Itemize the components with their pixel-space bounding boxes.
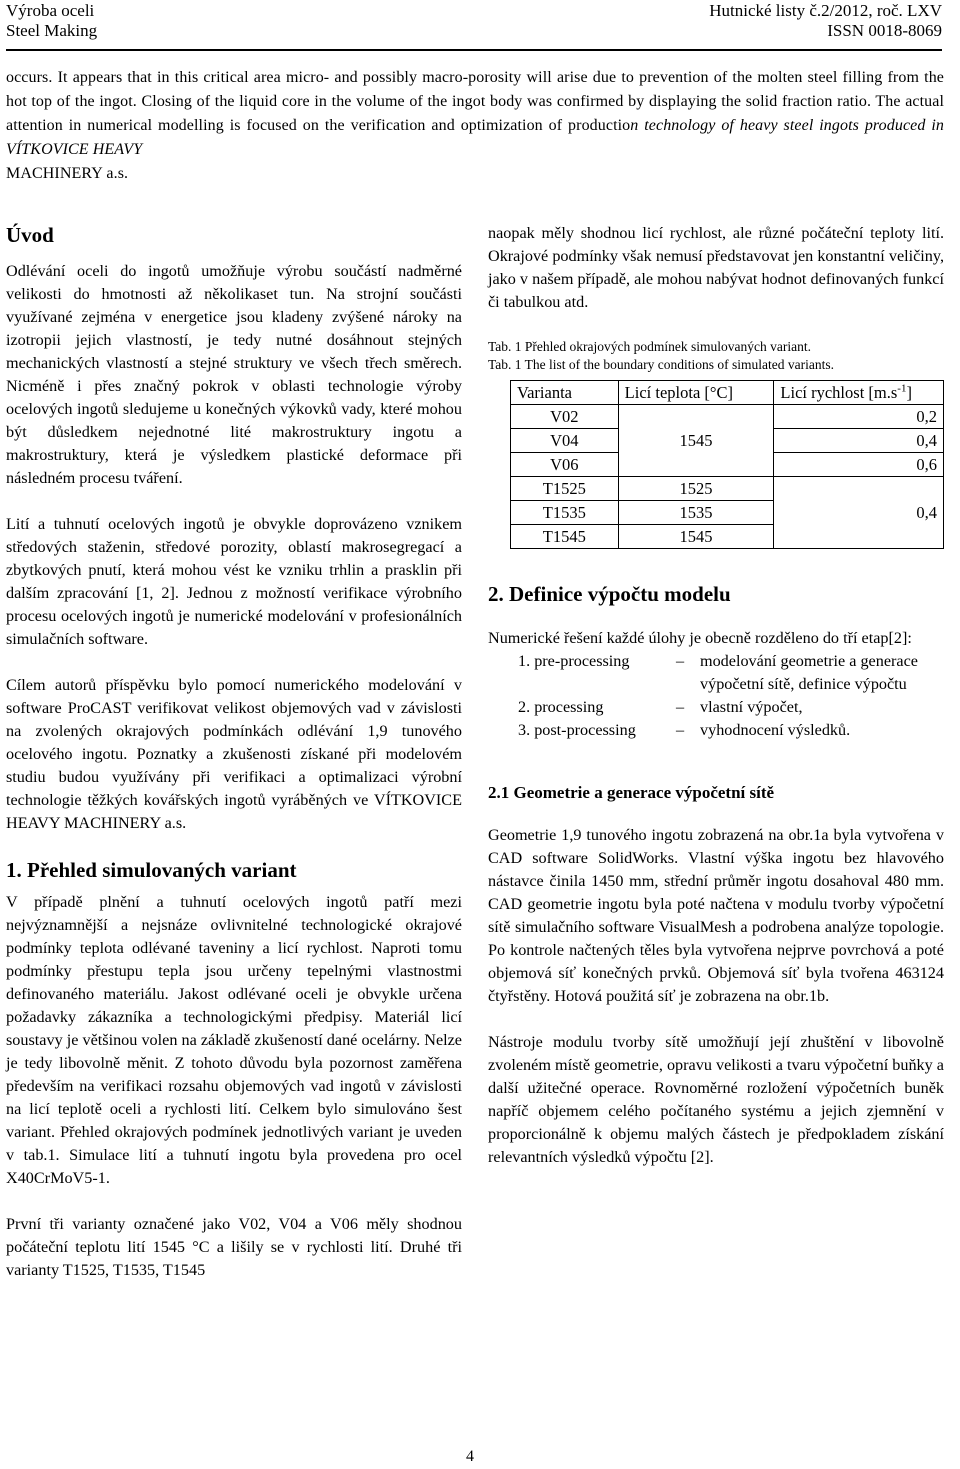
table-row <box>511 405 944 429</box>
variant-cell: T1535 <box>511 501 619 525</box>
temperature-cell: 1545 <box>618 405 774 477</box>
header-variant: Varianta <box>511 381 619 405</box>
step-name: 3. post-processing <box>518 721 636 739</box>
section21-paragraph-2: Nástroje modulu tvorby sítě umožňují její zhuštění v libovolně zvoleném místě geometrie, opravu velikosti a tvaru výpočetní buňky a další užitečné operace. Rovnoměrné rozložení výpočetních buněk napříč objemem celého počítaného systému a jejich zjemnění v proporcionálně k objemu malých částech je předpokladem získání relevantních výsledků výpočtu [2]. <box>488 1033 944 1166</box>
section1-paragraph-1: V případě plnění a tuhnutí ocelových ingotů patří mezi nejvýznamnější a nejsnáze ovlivnitelné technologické okrajové podmínky teplota odlévané taveniny a licí rychlost. Naproti tomu podmínky přestupu tepla jsou určeny tepelnými vlastnostmi definovaného materiálu. Jakost odlévané oceli je obvykle určena požadavky zákazníka a technologickými předpisy. Materiál licí soustavy je většinou volen na základě zkušeností dané ocelárny. Nelze je tedy libovolně měnit. Z tohoto důvodu byla pozornost zaměřena především na verifikaci rozsahu objemových vad ingotů v závislosti na licí teplotě oceli a rychlosti lití. Celkem bylo simulováno šest variant. Přehled okrajových podmínek jednotlivých variant je uveden v tab.1. Simulace lití a tuhnutí ingotu byla provedena pro ocel X40CrMoV5-1. <box>6 893 462 1187</box>
intro-paragraph-1: Odlévání oceli do ingotů umožňuje výrobu součástí nadměrné velikosti do hmotnosti až několikaset tun. Na strojní součásti využívané zejména v energetice jsou kladeny zvýšené nároky na izotropii jejich vlastností, je tedy nutné dosáhnout stejných mechanických vlastností a stejné struktury ve všech třech směrech. Nicméně i přes značný pokrok v oblasti technologie výroby ocelových ingotů sledujeme u konečných výkovků vady, které mohou být důsledkem nejednotné lité makrostruktury ingotu a makrostruktury, která je výsledkem plastické deformace při následném procesu tváření. <box>6 262 462 487</box>
step-name: 1. pre-processing <box>518 652 630 670</box>
temperature-cell: 1535 <box>618 501 774 525</box>
page-header <box>6 0 942 46</box>
intro-paragraph-2: Lití a tuhnutí ocelových ingotů je obvykle doprovázeno vznikem středových staženin, středové porozity, oblastí makrosegregací a zbytkových pnutí, která mohou vést ke vzniku trhlin a prasklin při dalším zpracování [1, 2]. Jednou z možností verifikace výrobního procesu ocelových ingotů je numerické modelování v profesionálních simulačních software. <box>6 515 462 648</box>
journal-issn: ISSN 0018-8069 <box>827 21 942 40</box>
journal-info <box>709 1 942 41</box>
step-description: modelování geometrie a generace výpočetní sítě, definice výpočtu <box>700 652 918 693</box>
section1-paragraph-2-continued: naopak měly shodnou licí rychlost, ale různé počáteční teploty lití. Okrajové podmínky však nemusí představovat jen konstantní veličiny, jako v našem případě, ale mohou nabývat hodnot definovaných funkcí či tabulkou atd. <box>488 224 944 311</box>
variant-cell: T1525 <box>511 477 619 501</box>
section2-intro: Numerické řešení každé úlohy je obecně rozděleno do tří etap[2]: <box>488 629 912 647</box>
variants-table <box>510 380 944 549</box>
speed-cell: 0,6 <box>774 453 944 477</box>
page-number: 4 <box>466 1448 474 1465</box>
step-description: vlastní výpočet, <box>700 698 803 716</box>
header-divider <box>6 49 942 51</box>
variant-cell: V02 <box>511 405 619 429</box>
section21-heading: 2.1 Geometrie a generace výpočetní sítě <box>488 783 775 802</box>
section21-paragraph-1: Geometrie 1,9 tunového ingotu zobrazená na obr.1a byla vytvořena v CAD software SolidWorks. Vlastní výška ingotu bez hlavového nástavce činila 1450 mm, střední průměr ingotu dosahoval 480 mm. CAD geometrie ingotu byla poté načtena v modulu tvorby výpočetní sítě simulačního software VisualMesh a podrobena analýze topologie. Po kontrole načtených těles byla vytvořena nejprve povrchová a poté objemová síť konečných prvků. Objemová síť byla tvořena 463124 čtyřstěny. Hotová použitá síť je zobrazena na obr.1b. <box>488 826 944 1005</box>
table-caption-cz: Tab. 1 Přehled okrajových podmínek simulovaných variant. <box>488 339 811 354</box>
speed-cell: 0,4 <box>774 429 944 453</box>
step-dash: – <box>676 698 685 716</box>
section2-heading: 2. Definice výpočtu modelu <box>488 582 731 606</box>
variant-cell: V04 <box>511 429 619 453</box>
left-column <box>6 222 462 1282</box>
abstract-text-italic: n technology of heavy steel ingots produced in VÍTKOVICE HEAVY <box>6 117 944 158</box>
steps-list <box>518 650 944 742</box>
table-header-row <box>511 381 944 405</box>
speed-cell: 0,2 <box>774 405 944 429</box>
step-description: vyhodnocení výsledků. <box>700 721 851 739</box>
table-caption-en: Tab. 1 The list of the boundary conditions of simulated variants. <box>488 357 834 372</box>
header-speed: Licí rychlost $[m.s^{-1}]$ <box>774 381 944 405</box>
intro-paragraph-3: Cílem autorů příspěvku bylo pomocí numerického modelování v software ProCAST verifikovat velikost objemových vad v závislosti na zvolených okrajových podmínkách odlévání 1,9 tunového ocelového ingotu. Poznatky a zkušenosti získané při modelovém studiu budou využívány při verifikaci a optimalizaci výrobní technologie těžkých kovářských ingotů vyráběných ve VÍTKOVICE HEAVY MACHINERY a.s. <box>6 676 462 832</box>
speed-cell: 0,4 <box>774 477 944 549</box>
journal-issue: Hutnické listy č.2/2012, roč. LXV <box>709 1 942 20</box>
header-temperature: Licí teplota [°C] <box>618 381 774 405</box>
table-row <box>511 477 944 501</box>
abstract-text: occurs. It appears that in this critical area micro- and possibly macro-porosity will arise due to prevention of the molten steel filling from the hot top of the ingot. Closing of the liquid core in the volume of the ingot body was confirmed by displaying the solid fraction ratio. The actual attention in numerical modelling is focused on the verification and optimization of productio <box>6 69 944 134</box>
temperature-cell: 1545 <box>618 525 774 549</box>
step-dash: – <box>676 652 685 670</box>
abstract-block <box>6 66 944 186</box>
section-title-en: Steel Making <box>6 21 98 40</box>
right-column <box>488 222 944 1169</box>
step-dash: – <box>676 721 685 739</box>
section1-heading: 1. Přehled simulovaných variant <box>6 858 297 882</box>
intro-heading: Úvod <box>6 223 54 247</box>
step-name: 2. processing <box>518 698 604 716</box>
section-title-cz: Výroba oceli <box>6 1 95 20</box>
variant-cell: V06 <box>511 453 619 477</box>
variant-cell: T1545 <box>511 525 619 549</box>
abstract-text-end: MACHINERY a.s. <box>6 165 129 182</box>
journal-section <box>6 1 97 41</box>
section1-paragraph-2: První tři varianty označené jako V02, V04 a V06 měly shodnou počáteční teplotu lití 1545 °C a lišily se v rychlosti lití. Druhé tři varianty T1525, T1535, T1545 <box>6 1215 462 1279</box>
temperature-cell: 1525 <box>618 477 774 501</box>
